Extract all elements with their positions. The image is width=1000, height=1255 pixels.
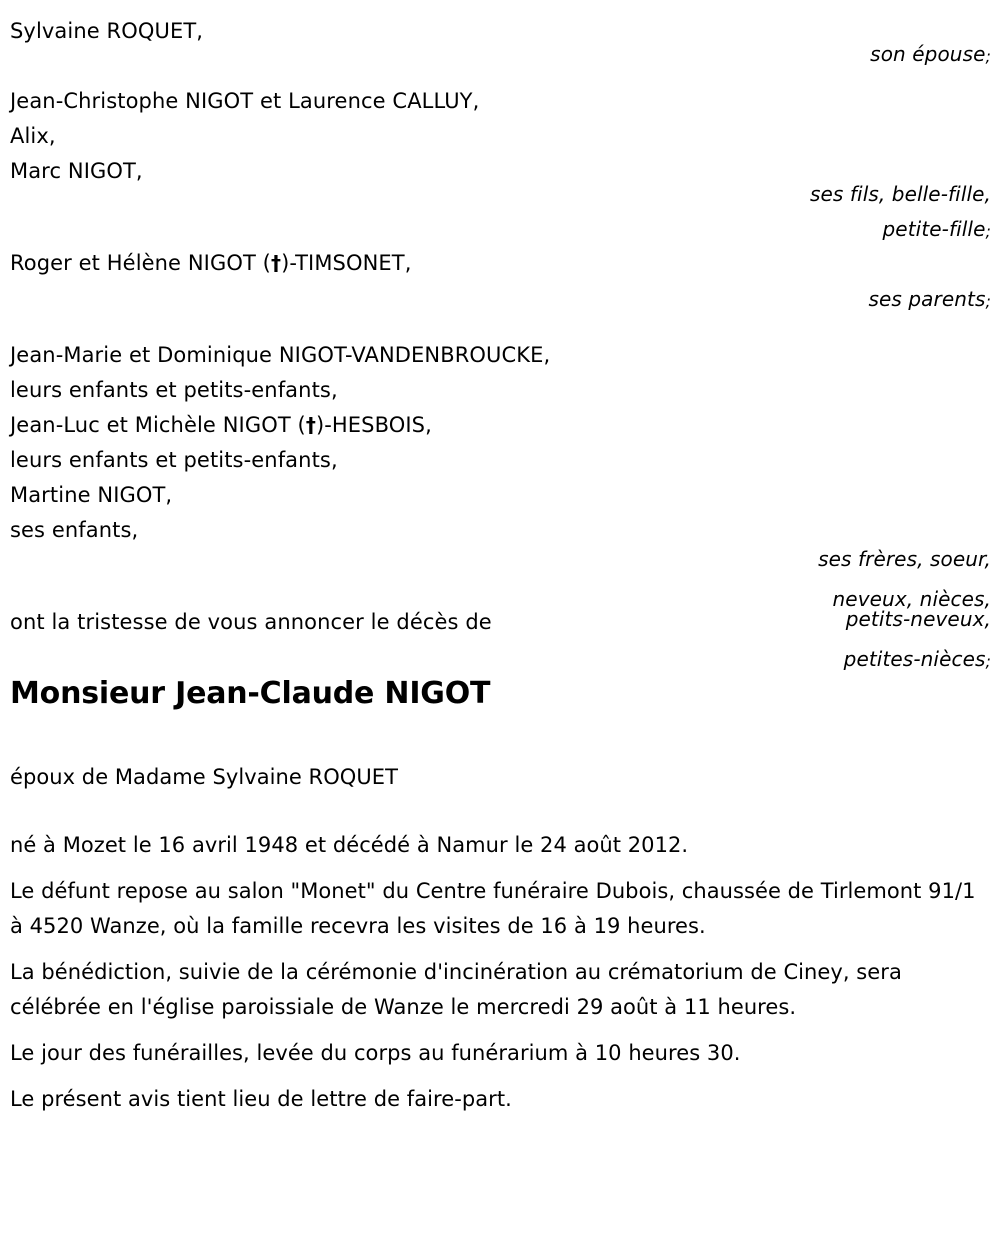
group-spacer [10,49,710,84]
group-spacer [10,583,710,605]
family-name-line: Jean-Christophe NIGOT et Laurence CALLUY, [10,89,480,113]
relation-text: petite-fille [882,217,986,241]
relation-text: neveux, nièces, [832,587,991,611]
name-text-before-dagger: Roger et Hélène NIGOT ( [10,251,271,275]
family-name-line: leurs enfants et petits-enfants, [10,448,338,472]
group-spacer [10,316,710,338]
family-announcement-section [0,14,1000,671]
cross-dagger-icon: † [270,251,282,275]
family-name-line [10,246,710,281]
relation-great-nephews [846,605,991,633]
family-name-line: Martine NIGOT, [10,483,173,507]
relation-semicolon: ; [985,292,991,311]
name-text-after-dagger: )-TIMSONET, [281,251,412,275]
relation-text: ses fils, belle-fille, [810,182,991,206]
birth-death-line: né à Mozet le 16 avril 1948 et décédé à Namur le 24 août 2012. [10,833,689,857]
family-name-line: leurs enfants et petits-enfants, [10,378,338,402]
relation-semicolon: ; [985,652,991,671]
family-name-line: Marc NIGOT, [10,159,143,183]
relation-great-nieces [844,645,991,676]
family-name-line: Alix, [10,124,56,148]
relation-text: ses parents [868,287,986,311]
family-names-column [10,14,710,640]
relation-text: ses frères, soeur, [818,547,991,571]
notice-body [10,760,988,1117]
notice-footer-paragraph: Le présent avis tient lieu de lettre de faire-part. [10,1087,512,1111]
group-spacer [10,548,710,583]
relation-text: petites-nièces [843,647,986,671]
relation-semicolon: ; [985,222,991,241]
relation-sons [810,180,991,208]
name-text-before-dagger: Jean-Luc et Michèle NIGOT ( [10,413,306,437]
repose-paragraph: Le défunt repose au salon "Monet" du Centre funéraire Dubois, chaussée de Tirlemont 91/1 à 4520 Wanze, où la famille recevra les visites de 16 à 19 heures. [10,879,976,938]
group-spacer [10,281,710,316]
family-name-line: Jean-Marie et Dominique NIGOT-VANDENBROUCKE, [10,343,551,367]
announcement-line: ont la tristesse de vous annoncer le décès de [10,610,492,634]
body-spacer [10,806,988,828]
deceased-full-name: Monsieur Jean-Claude NIGOT [10,676,491,711]
cross-dagger-icon: † [305,413,316,437]
relation-text: petits-neveux, [845,607,991,631]
relation-granddaughter [883,215,991,246]
family-name-line: ses enfants, [10,518,139,542]
relation-spouse [870,40,991,71]
family-name-line [10,408,710,443]
name-text-after-dagger: )-HESBOIS, [315,413,432,437]
relation-semicolon: ; [985,47,991,66]
relation-parents [868,285,991,316]
family-name-line: Sylvaine ROQUET, [10,19,204,43]
ceremony-paragraph: La bénédiction, suivie de la cérémonie d'incinération au crématorium de Ciney, sera célébrée en l'église paroissiale de Wanze le mercredi 29 août à 11 heures. [10,960,902,1019]
relation-siblings [818,545,991,573]
funeral-day-paragraph: Le jour des funérailles, levée du corps au funérarium à 10 heures 30. [10,1041,741,1065]
group-spacer [10,189,710,224]
spouse-of-line: époux de Madame Sylvaine ROQUET [10,765,398,789]
group-spacer [10,224,710,246]
relation-text: son épouse [870,42,986,66]
